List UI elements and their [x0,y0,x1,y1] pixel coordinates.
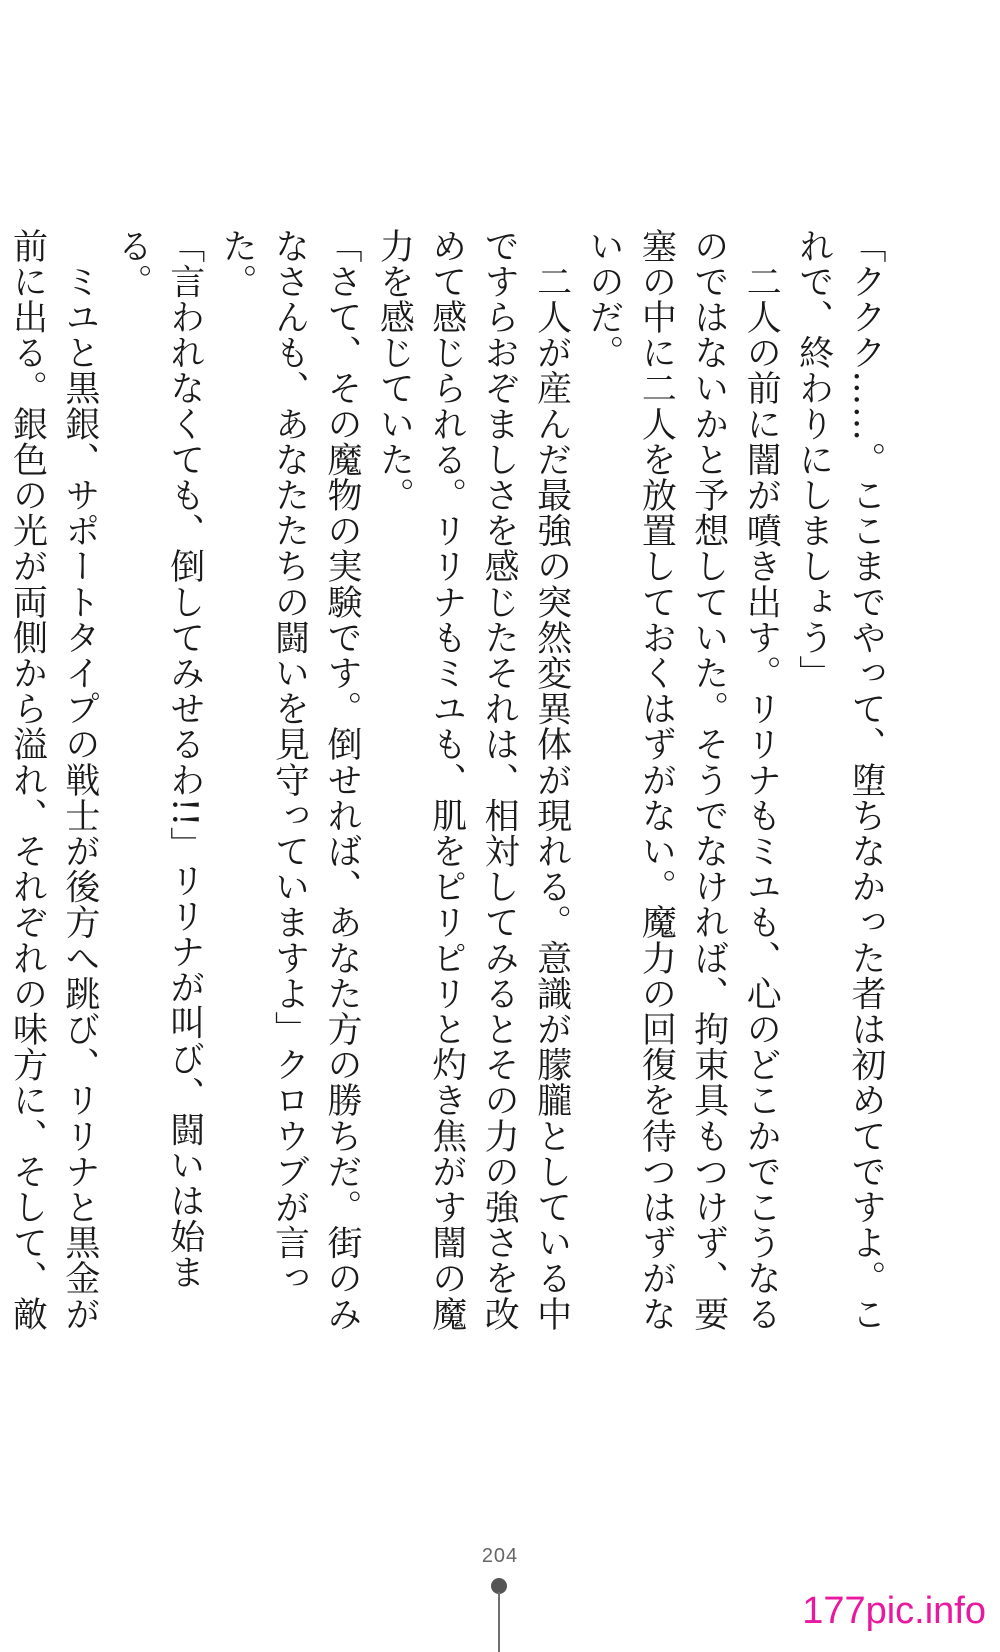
page-marker-stem [498,1592,500,1652]
paragraph: 「さて、その魔物の実験です。倒せれば、あなた方の勝ちだ。街のみなさんも、あなたたちの闘いを見守っていますよ」クロウブが言った。 [217,228,362,1332]
paragraph: 「言われなくても、倒してみせるわ!!」リリナが叫び、闘いは始まる。 [112,228,205,1290]
paragraph: 二人が産んだ最強の突然変異体が現れる。意識が朦朧としている中ですらおぞましさを感じたそれは、相対してみるとその力の強さを改めて感じられる。リリナもミユも、肌をピリピリと灼き焦がす闇の魔力を感じていた。 [374,228,572,1332]
page-number: 204 [481,1545,519,1567]
paragraph: 二人の前に闇が噴き出す。リリナもミユも、心のどこかでこうなるのではないかと予想していた。そうでなければ、拘束具もつけず、要塞の中に二人を放置しておくはずがない。魔力の回復を待つはずがないのだ。 [583,228,782,1332]
paragraph: ミユと黒銀、サポートタイプの戦士が後方へ跳び、リリナと黒金が前に出る。銀色の光が両側から溢れ、それぞれの味方に、そして、敵 [7,228,100,1332]
page-marker-icon [491,1578,507,1648]
watermark: 177pic.info [802,1590,986,1632]
body-text [7,228,892,1338]
paragraph: 「ククク……。ここまでやって、堕ちなかった者は初めてですよ。これで、終わりにしましょう」 [793,228,886,1332]
